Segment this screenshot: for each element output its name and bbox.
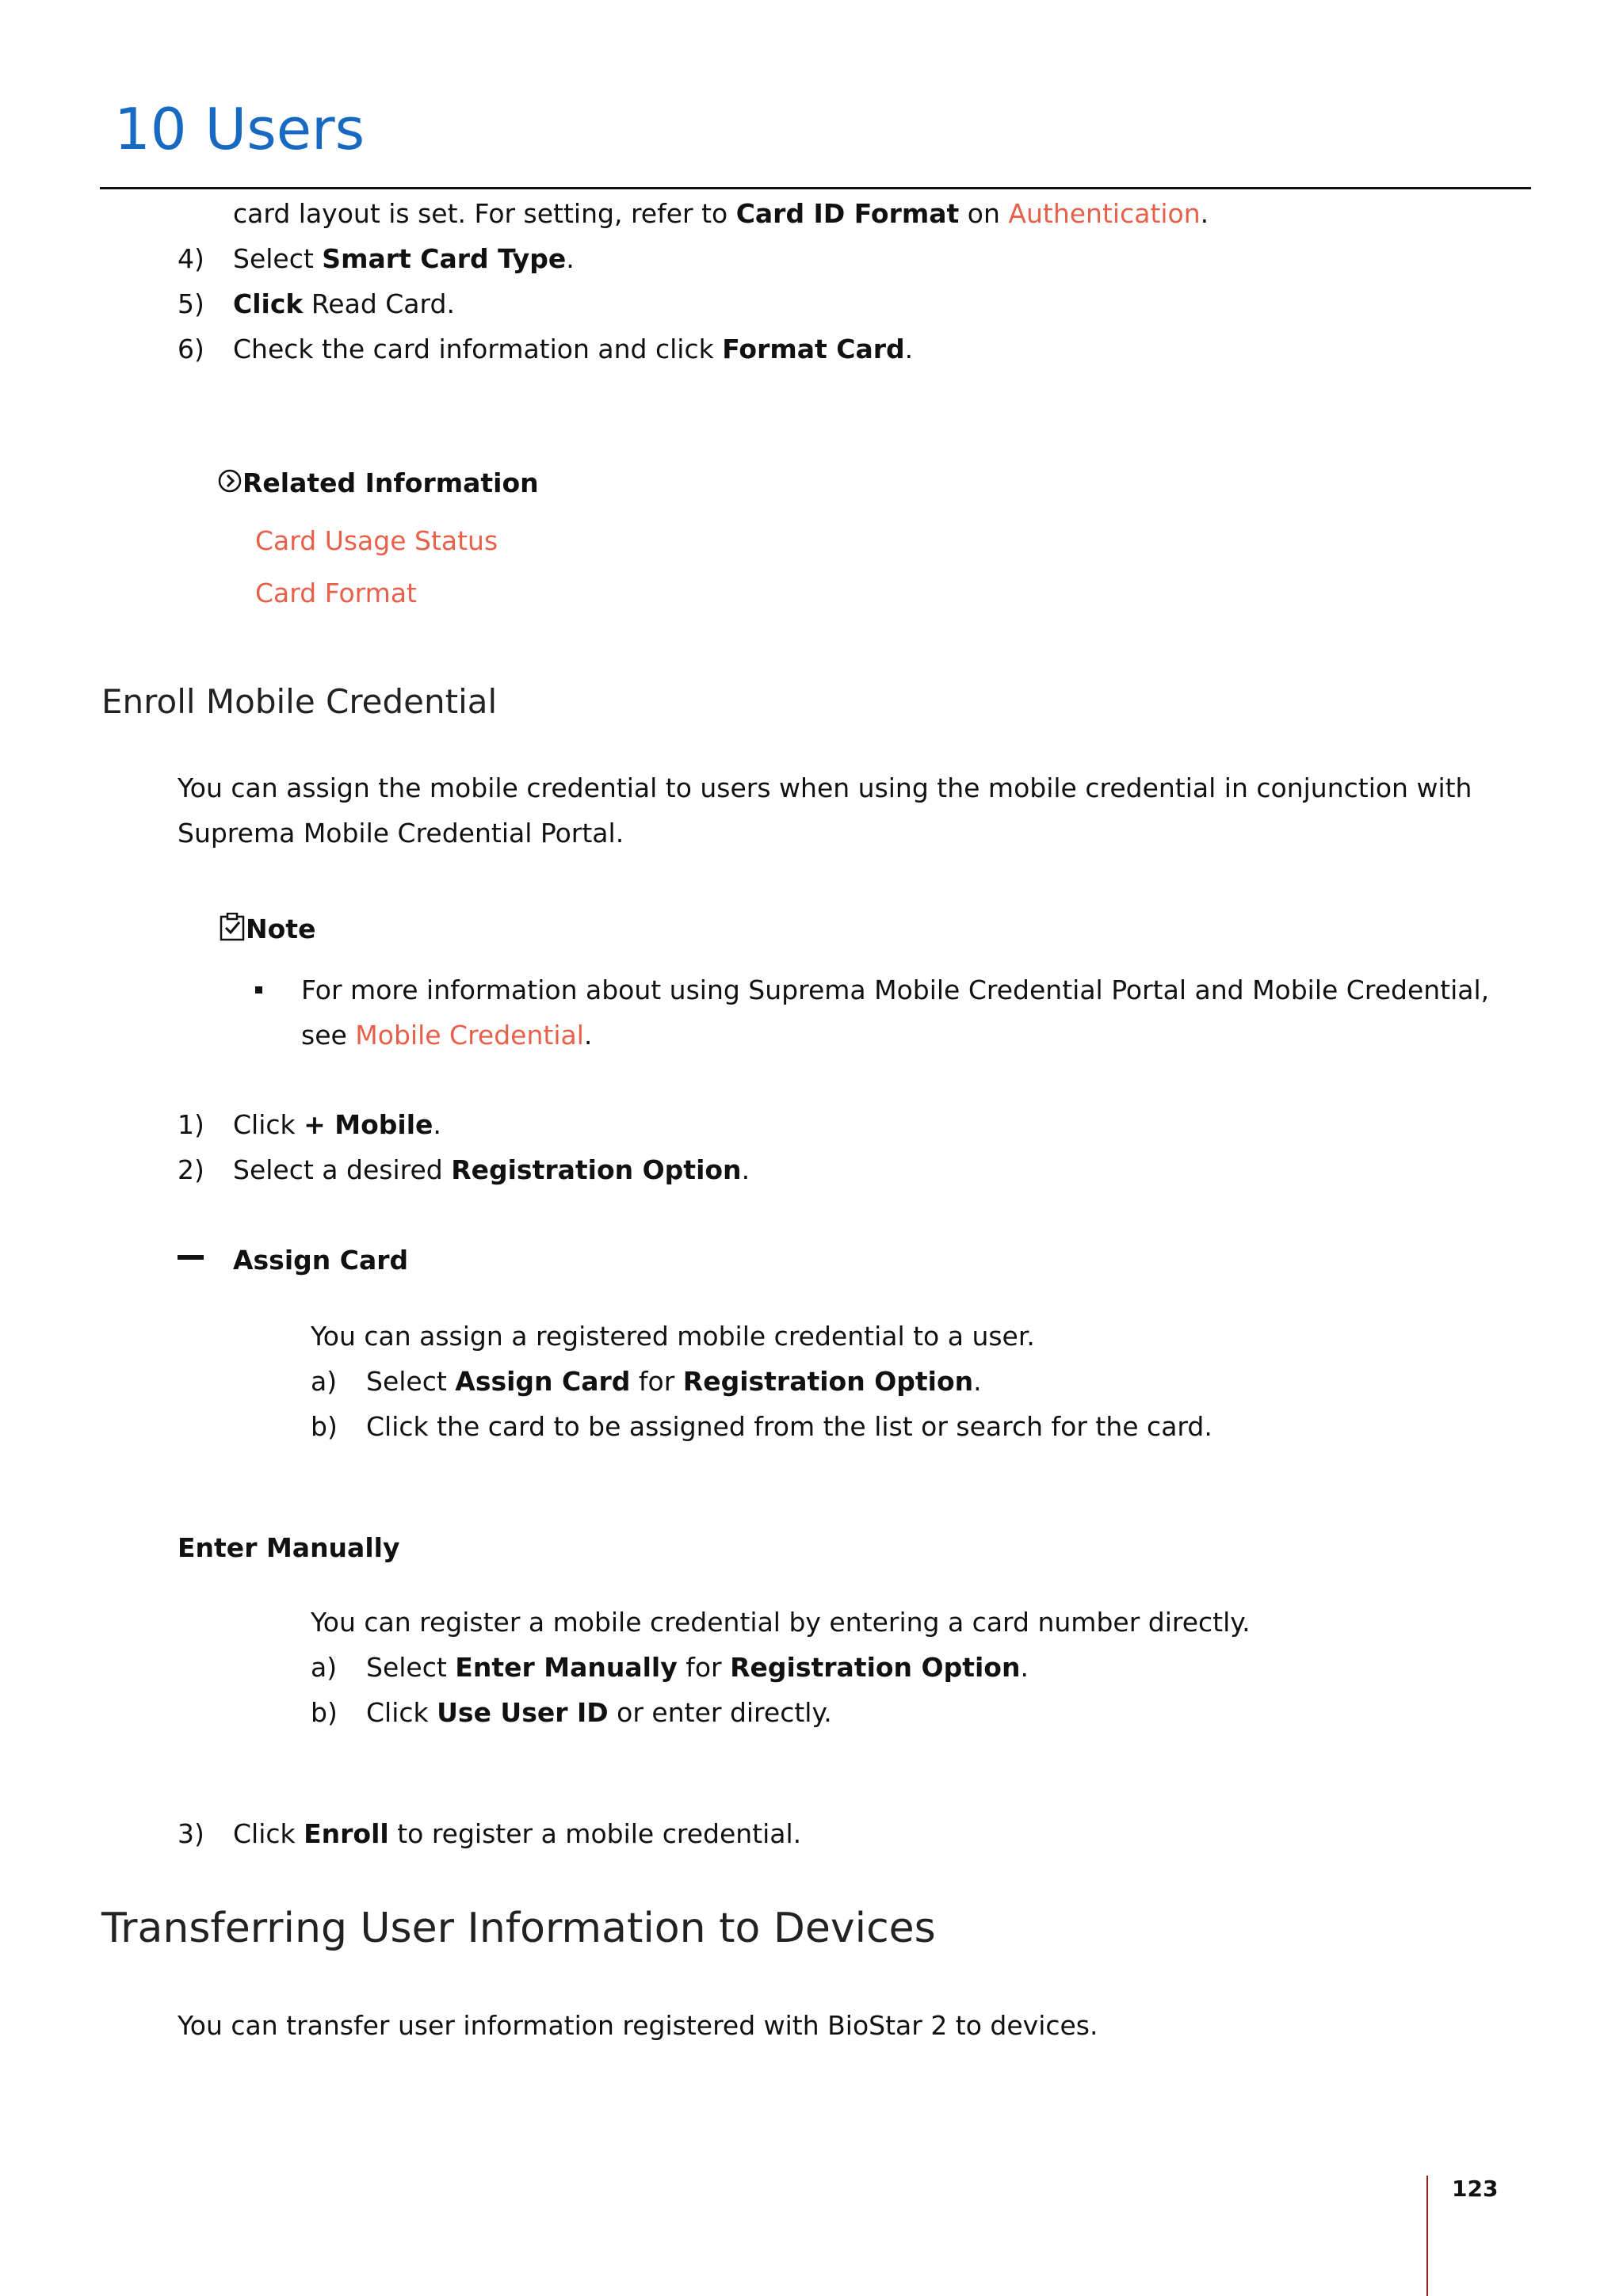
section-heading-transferring-user-information: Transferring User Information to Devices [101, 1905, 936, 1952]
related-link-card-usage-status[interactable]: Card Usage Status [255, 525, 498, 556]
note-line-1: For more information about using Suprema Mobile Credential Portal and Mobile Credential, [301, 974, 1490, 1005]
dash-marker [178, 1255, 204, 1260]
assign-card-step-a: a) Select Assign Card for Registration Option. [311, 1366, 982, 1397]
footer-rule [1426, 2176, 1428, 2296]
enter-manually-heading: Enter Manually [178, 1532, 400, 1563]
intro-line: card layout is set. For setting, refer to Card ID Format on Authentication. [233, 198, 1209, 229]
clipboard-check-icon [219, 913, 246, 948]
enroll-step-1: 1) Click + Mobile. [178, 1109, 441, 1140]
assign-card-description: You can assign a registered mobile credential to a user. [311, 1321, 1035, 1352]
enroll-paragraph-line-1: You can assign the mobile credential to users when using the mobile credential in conjunction with [178, 772, 1472, 803]
header-rule [100, 187, 1531, 189]
chapter-title: 10 Users [114, 96, 365, 162]
related-information-heading: Related Information [217, 467, 539, 501]
enroll-paragraph-line-2: Suprema Mobile Credential Portal. [178, 818, 624, 849]
enter-manually-step-b: b) Click Use User ID or enter directly. [311, 1697, 832, 1728]
step-6: 6) Check the card information and click Format Card. [178, 334, 914, 364]
step-4: 4) Select Smart Card Type. [178, 243, 575, 274]
section-heading-enroll-mobile-credential: Enroll Mobile Credential [101, 682, 498, 721]
chevron-circle-icon [217, 468, 242, 501]
step-5: 5) Click Read Card. [178, 288, 455, 319]
related-link-card-format[interactable]: Card Format [255, 578, 417, 608]
page-number: 123 [1452, 2176, 1499, 2202]
authentication-link[interactable]: Authentication [1008, 198, 1201, 229]
enroll-step-3: 3) Click Enroll to register a mobile credential. [178, 1818, 802, 1849]
mobile-credential-link[interactable]: Mobile Credential [355, 1020, 584, 1051]
assign-card-step-b: b) Click the card to be assigned from the list or search for the card. [311, 1411, 1212, 1442]
enter-manually-description: You can register a mobile credential by entering a card number directly. [311, 1607, 1251, 1638]
note-line-2: see Mobile Credential. [301, 1020, 593, 1051]
transfer-paragraph: You can transfer user information registered with BioStar 2 to devices. [178, 2010, 1098, 2041]
note-bullet [255, 986, 262, 994]
assign-card-heading: Assign Card [233, 1245, 409, 1276]
enter-manually-step-a: a) Select Enter Manually for Registration Option. [311, 1652, 1029, 1683]
enroll-step-2: 2) Select a desired Registration Option. [178, 1154, 750, 1185]
note-heading: Note [219, 913, 315, 948]
